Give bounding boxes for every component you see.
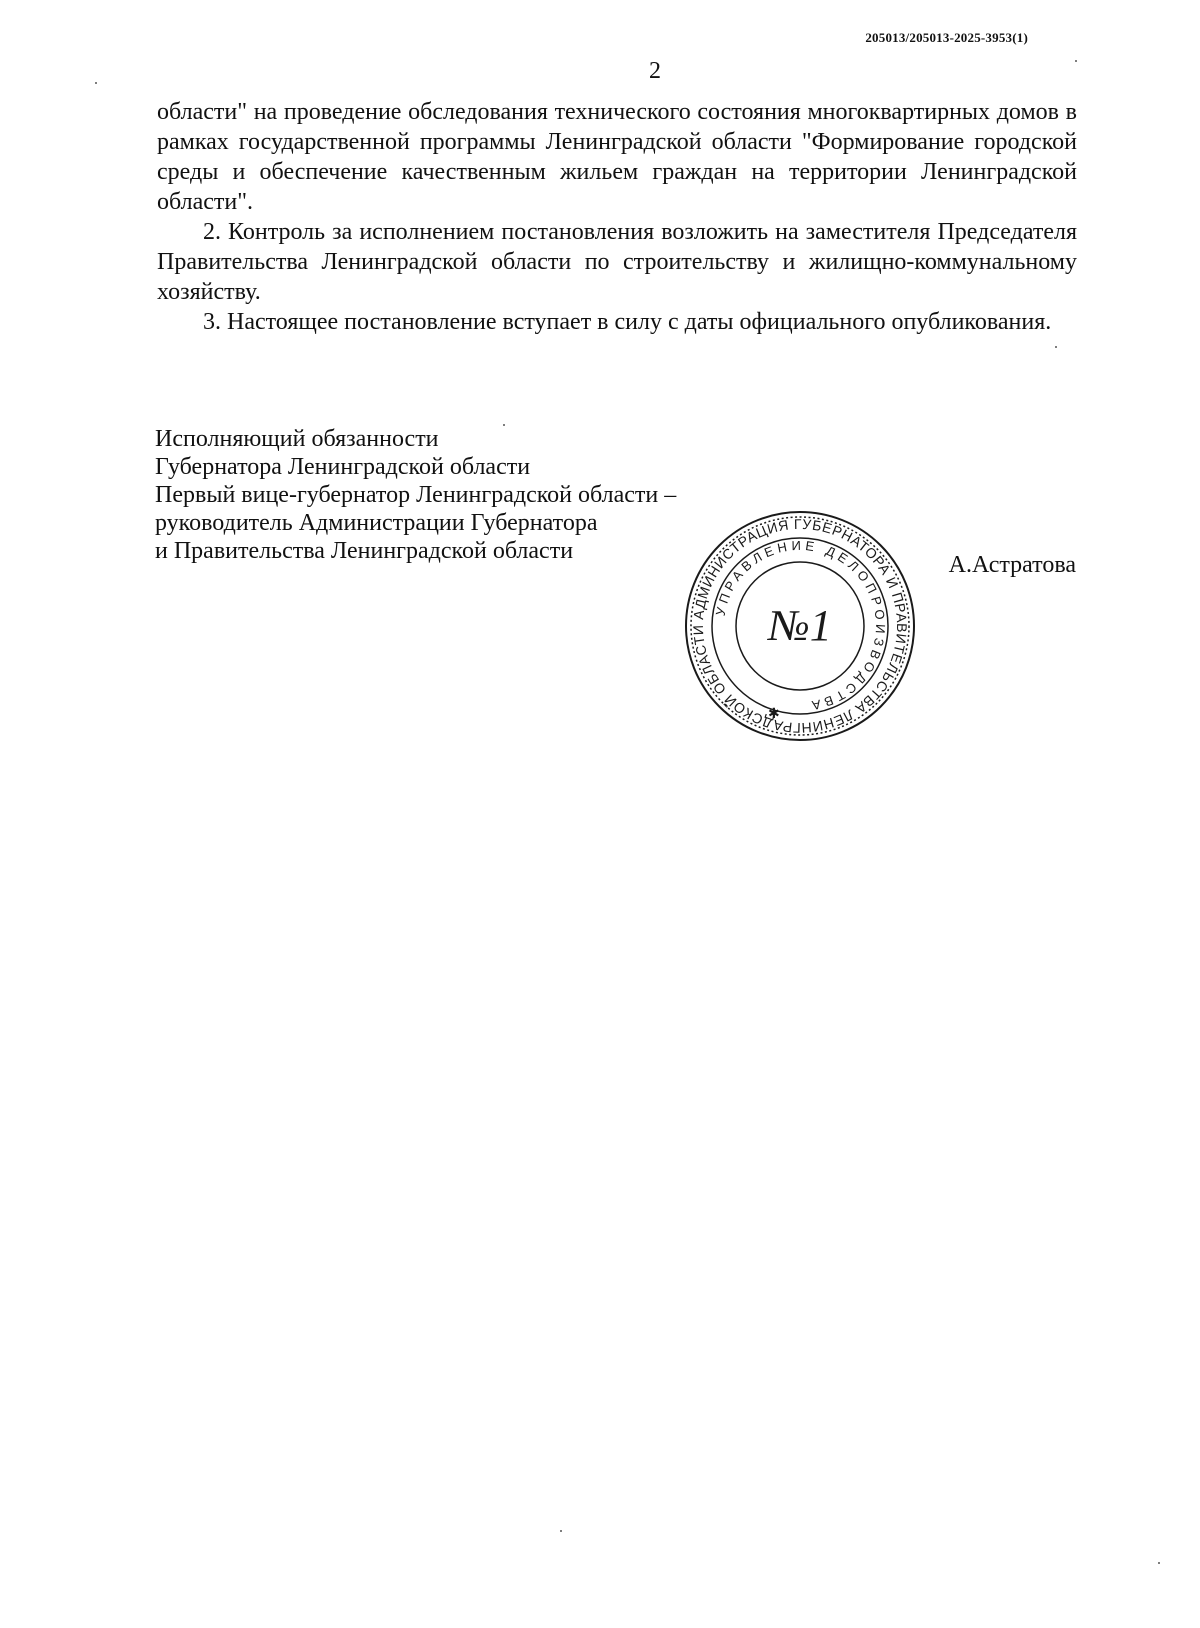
document-body	[157, 97, 1077, 337]
scan-speck	[1158, 1562, 1160, 1564]
scan-speck	[95, 82, 97, 84]
scan-speck	[1055, 346, 1057, 348]
seal-center-number: №1	[768, 601, 832, 650]
seal-inner-text: УПРАВЛЕНИЕ ДЕЛОПРОИЗВОДСТВА	[712, 537, 889, 714]
signature-title-line: Исполняющий обязанности	[155, 426, 439, 452]
seal-graphic	[684, 510, 916, 742]
signature-title-line: Губернатора Ленинградской области	[155, 454, 531, 480]
paragraph-3: 3. Настоящее постановление вступает в силу с даты официального опубликования.	[203, 309, 1052, 335]
signature-title-line: Первый вице-губернатор Ленинградской области –	[155, 482, 677, 508]
paragraph-continuation: области" на проведение обследования технического состояния многоквартирных домов в рамках государственной программы Ленинградской области "Формирование городской среды и обеспечение качественным жильем граждан на территории Ленинградской области".	[157, 99, 1077, 215]
seal-outer-text: АДМИНИСТРАЦИЯ ГУБЕРНАТОРА И ПРАВИТЕЛЬСТВА ЛЕНИНГРАДСКОЙ ОБЛАСТИ	[689, 515, 911, 737]
signer-name: А.Астратова	[948, 552, 1076, 578]
scan-speck	[503, 424, 505, 426]
document-id: 205013/205013-2025-3953(1)	[865, 30, 1028, 45]
scan-speck	[560, 1530, 562, 1532]
seal-star-icon: ✱	[768, 706, 780, 722]
signature-title-line: руководитель Администрации Губернатора	[155, 510, 598, 536]
scan-speck	[1075, 60, 1077, 62]
signature-title-line: и Правительства Ленинградской области	[155, 538, 574, 564]
signature-title-block	[155, 425, 676, 565]
official-seal-stamp	[684, 510, 916, 742]
page-number: 2	[649, 58, 661, 84]
paragraph-2: 2. Контроль за исполнением постановления возложить на заместителя Председателя Правительства Ленинградской области по строительству и жилищно-коммунальному хозяйству.	[157, 219, 1077, 305]
